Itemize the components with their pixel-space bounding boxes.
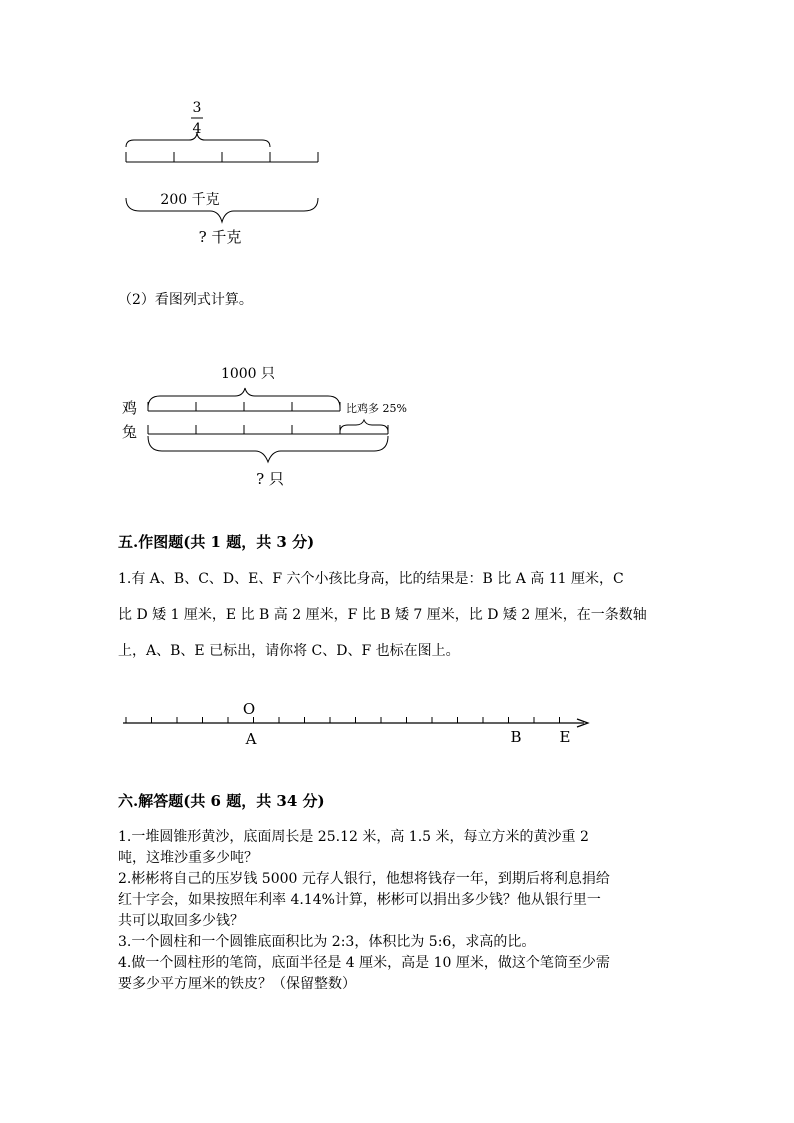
question-line: 3.一个圆柱和一个圆锥底面积比为 2:3，体积比为 5:6，求高的比。 bbox=[118, 934, 536, 950]
extra-percent-label: 比鸡多 25% bbox=[346, 402, 407, 415]
question-line: 1.一堆圆锥形黄沙，底面周长是 25.12 米，高 1.5 米，每立方米的黄沙重 2 bbox=[118, 829, 589, 845]
section6-questions bbox=[118, 827, 610, 995]
origin-label: O bbox=[242, 700, 256, 718]
question-line: 1.有 A、B、C、D、E、F 六个小孩比身高，比的结果是：B 比 A 高 11 厘米，C bbox=[118, 571, 624, 587]
question-line: 4.做一个圆柱形的笔筒，底面半径是 4 厘米，高是 10 厘米，做这个笔筒至少需 bbox=[118, 955, 610, 971]
diagram-animals bbox=[0, 350, 794, 550]
section5-title: 五.作图题(共 1 题，共 3 分) bbox=[118, 533, 315, 551]
fraction-numerator: 3 bbox=[192, 100, 202, 116]
top-brace bbox=[126, 133, 270, 147]
question-1 bbox=[118, 827, 610, 869]
question-line: 要多少平方厘米的铁皮？（保留整数） bbox=[118, 976, 356, 992]
total-brace bbox=[148, 436, 388, 462]
point-b-label: B bbox=[510, 728, 522, 746]
question-line: 2.彬彬将自己的压岁钱 5000 元存人银行，他想将钱存一年，到期后将利息捐给 bbox=[118, 871, 610, 887]
bottom-brace bbox=[126, 198, 318, 222]
part2-label: （2）看图列式计算。 bbox=[118, 292, 253, 308]
chicken-row-label: 鸡 bbox=[122, 399, 138, 417]
section5-question bbox=[118, 561, 647, 669]
known-weight-label: 200 千克 bbox=[160, 192, 220, 208]
point-a-label: A bbox=[245, 730, 257, 748]
question-line: 上，A、B、E 已标出，请你将 C、D、F 也标在图上。 bbox=[118, 643, 460, 659]
diagram-weight bbox=[0, 0, 794, 260]
fraction-denominator: 4 bbox=[192, 121, 202, 137]
chicken-total-label: 1000 只 bbox=[220, 366, 276, 382]
rabbit-row-label: 兔 bbox=[122, 423, 138, 441]
number-line bbox=[0, 690, 794, 770]
question-3 bbox=[118, 932, 610, 953]
unknown-count-label: ? 只 bbox=[256, 470, 284, 488]
unknown-weight-label: ? 千克 bbox=[198, 228, 242, 246]
question-4 bbox=[118, 953, 610, 995]
section6-title: 六.解答题(共 6 题，共 34 分) bbox=[118, 792, 325, 810]
question-2 bbox=[118, 869, 610, 932]
question-line: 吨，这堆沙重多少吨？ bbox=[118, 850, 258, 866]
question-line: 红十字会，如果按照年利率 4.14%计算，彬彬可以捐出多少钱？他从银行里一 bbox=[118, 892, 601, 908]
point-e-label: E bbox=[559, 728, 571, 746]
question-line: 共可以取回多少钱？ bbox=[118, 913, 244, 929]
axis-ticks bbox=[126, 717, 560, 723]
question-line: 比 D 矮 1 厘米，E 比 B 高 2 厘米，F 比 B 矮 7 厘米，比 D 矮 2 厘米，在一条数轴 bbox=[118, 607, 647, 623]
extra-brace bbox=[340, 420, 388, 432]
